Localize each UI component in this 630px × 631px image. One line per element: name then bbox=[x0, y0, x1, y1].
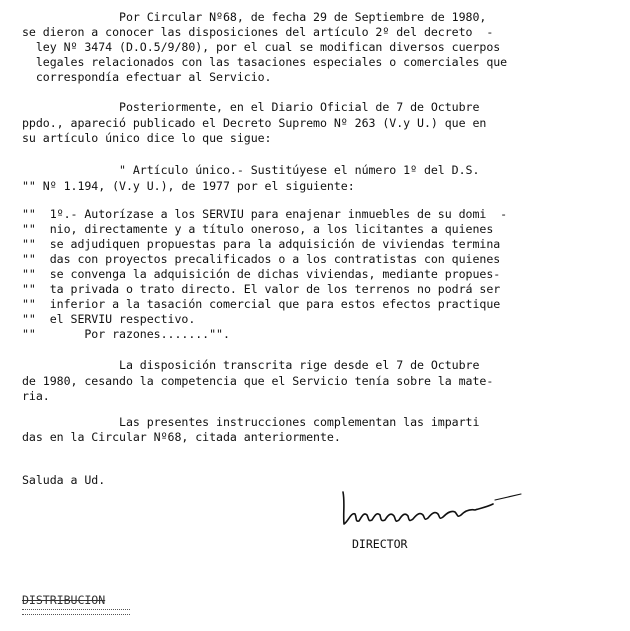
quote-body-line-4: "" das con proyectos precalificados o a los contratistas con quienes bbox=[22, 252, 501, 266]
handwritten-signature bbox=[335, 482, 525, 532]
paragraph-2-line-1: Posteriormente, en el Diario Oficial de 7 de Octubre bbox=[22, 100, 480, 114]
quote-body-line-9: "" Por razones......."". bbox=[22, 327, 230, 341]
paragraph-4-line-1: Las presentes instrucciones complementan las imparti bbox=[22, 415, 480, 429]
paragraph-2-line-3: su artículo único dice lo que sigue: bbox=[22, 131, 272, 145]
paragraph-3-line-2: de 1980, cesando la competencia que el Servicio tenía sobre la mate- bbox=[22, 374, 494, 388]
paragraph-1-line-2: se dieron a conocer las disposiciones del artículo 2º del decreto - bbox=[22, 25, 494, 39]
quote-intro-line-1: " Artículo único.- Sustitúyese el número 1º del D.S. bbox=[22, 163, 480, 177]
quote-body-line-2: "" nio, directamente y a título oneroso, a los licitantes a quienes bbox=[22, 222, 494, 236]
quote-body-line-7: "" inferior a la tasación comercial que para estos efectos practique bbox=[22, 297, 501, 311]
paragraph-1-line-5: correspondía efectuar al Servicio. bbox=[22, 70, 272, 84]
paragraph-1-line-1: Por Circular Nº68, de fecha 29 de Septiembre de 1980, bbox=[22, 10, 487, 24]
quote-body-line-3: "" se adjudiquen propuestas para la adquisición de viviendas termina bbox=[22, 237, 501, 251]
paragraph-3-line-3: ria. bbox=[22, 389, 50, 403]
paragraph-2-line-2: ppdo., apareció publicado el Decreto Supremo Nº 263 (V.y U.) que en bbox=[22, 116, 487, 130]
quote-body-line-8: "" el SERVIU respectivo. bbox=[22, 312, 196, 326]
quote-body-line-5: "" se convenga la adquisición de dichas viviendas, mediante propues- bbox=[22, 267, 501, 281]
paragraph-3-line-1: La disposición transcrita rige desde el 7 de Octubre bbox=[22, 358, 480, 372]
paragraph-1-line-4: legales relacionados con las tasaciones especiales o comerciales que bbox=[22, 55, 508, 69]
quote-body-line-1: "" 1º.- Autorízase a los SERVIU para enajenar inmuebles de su domi - bbox=[22, 207, 508, 221]
quote-body-line-6: "" ta privada o trato directo. El valor de los terrenos no podrá ser bbox=[22, 282, 501, 296]
closing-salutation: Saluda a Ud. bbox=[22, 473, 106, 487]
paragraph-4-line-2: das en la Circular Nº68, citada anteriormente. bbox=[22, 430, 341, 444]
paragraph-1-line-3: ley Nº 3474 (D.O.5/9/80), por el cual se modifican diversos cuerpos bbox=[22, 40, 501, 54]
quote-intro-line-2: "" Nº 1.194, (V.y U.), de 1977 por el siguiente: bbox=[22, 179, 355, 193]
distribution-heading: DISTRIBUCION bbox=[22, 593, 106, 607]
signer-title: DIRECTOR bbox=[352, 537, 408, 551]
distribution-underline bbox=[22, 609, 130, 615]
